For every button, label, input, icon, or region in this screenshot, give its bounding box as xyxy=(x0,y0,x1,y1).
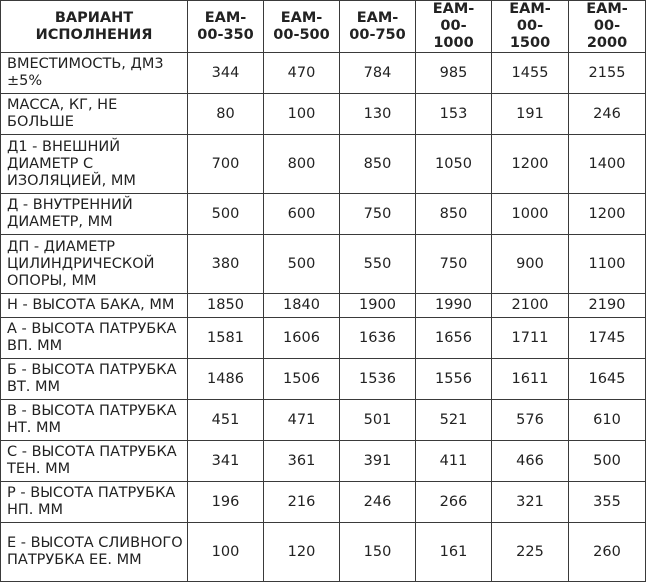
row-label: Д1 - ВНЕШНИЙ ДИАМЕТР С ИЗОЛЯЦИЕЙ, ММ xyxy=(1,135,188,194)
table-row xyxy=(1,94,646,135)
table-cell: 100 xyxy=(264,94,340,135)
table-cell: 246 xyxy=(569,94,646,135)
column-header: EAM-00-1000 xyxy=(416,1,492,53)
table-cell: 1486 xyxy=(188,359,264,400)
table-cell: 521 xyxy=(416,400,492,441)
table-cell: 1745 xyxy=(569,318,646,359)
table-cell: 500 xyxy=(188,194,264,235)
table-cell: 1645 xyxy=(569,359,646,400)
table-cell: 500 xyxy=(569,441,646,482)
column-header: ВАРИАНТ ИСПОЛНЕНИЯ xyxy=(1,1,188,53)
table-cell: 225 xyxy=(492,523,569,582)
table-cell: 1000 xyxy=(492,194,569,235)
row-label: ВМЕСТИМОСТЬ, ДМ3 ±5% xyxy=(1,53,188,94)
table-cell: 2155 xyxy=(569,53,646,94)
table-cell: 470 xyxy=(264,53,340,94)
table-cell: 1900 xyxy=(340,294,416,318)
column-header: EAM-00-1500 xyxy=(492,1,569,53)
table-cell: 1100 xyxy=(569,235,646,294)
table-cell: 750 xyxy=(340,194,416,235)
table-cell: 2190 xyxy=(569,294,646,318)
table-cell: 246 xyxy=(340,482,416,523)
table-cell: 700 xyxy=(188,135,264,194)
table-cell: 196 xyxy=(188,482,264,523)
table-cell: 130 xyxy=(340,94,416,135)
table-cell: 550 xyxy=(340,235,416,294)
row-label: Р - ВЫСОТА ПАТРУБКА НП. ММ xyxy=(1,482,188,523)
table-cell: 266 xyxy=(416,482,492,523)
table-cell: 100 xyxy=(188,523,264,582)
table-cell: 900 xyxy=(492,235,569,294)
table-row xyxy=(1,482,646,523)
table-cell: 411 xyxy=(416,441,492,482)
table-cell: 850 xyxy=(416,194,492,235)
table-cell: 341 xyxy=(188,441,264,482)
table-cell: 1990 xyxy=(416,294,492,318)
table-cell: 1050 xyxy=(416,135,492,194)
table-cell: 161 xyxy=(416,523,492,582)
table-cell: 784 xyxy=(340,53,416,94)
table-cell: 1840 xyxy=(264,294,340,318)
table-cell: 80 xyxy=(188,94,264,135)
table-cell: 150 xyxy=(340,523,416,582)
table-cell: 466 xyxy=(492,441,569,482)
table-row xyxy=(1,441,646,482)
table-cell: 1200 xyxy=(569,194,646,235)
table-cell: 1200 xyxy=(492,135,569,194)
row-label: С - ВЫСОТА ПАТРУБКА ТЕН. ММ xyxy=(1,441,188,482)
row-label: Б - ВЫСОТА ПАТРУБКА ВТ. ММ xyxy=(1,359,188,400)
table-cell: 2100 xyxy=(492,294,569,318)
column-header: EAM-00-750 xyxy=(340,1,416,53)
row-label: МАССА, КГ, НЕ БОЛЬШЕ xyxy=(1,94,188,135)
table-cell: 750 xyxy=(416,235,492,294)
table-cell: 216 xyxy=(264,482,340,523)
table-cell: 355 xyxy=(569,482,646,523)
table-cell: 1400 xyxy=(569,135,646,194)
table-cell: 1611 xyxy=(492,359,569,400)
table-cell: 1711 xyxy=(492,318,569,359)
table-cell: 153 xyxy=(416,94,492,135)
table-cell: 380 xyxy=(188,235,264,294)
table-cell: 500 xyxy=(264,235,340,294)
table-row xyxy=(1,53,646,94)
table-cell: 1636 xyxy=(340,318,416,359)
table-cell: 1656 xyxy=(416,318,492,359)
header-row xyxy=(1,1,646,53)
table-row xyxy=(1,194,646,235)
column-header: EAM-00-350 xyxy=(188,1,264,53)
table-row xyxy=(1,235,646,294)
row-label: А - ВЫСОТА ПАТРУБКА ВП. ММ xyxy=(1,318,188,359)
row-label: ДП - ДИАМЕТР ЦИЛИНДРИЧЕСКОЙ ОПОРЫ, ММ xyxy=(1,235,188,294)
table-cell: 1850 xyxy=(188,294,264,318)
table-cell: 260 xyxy=(569,523,646,582)
table-cell: 1581 xyxy=(188,318,264,359)
table-cell: 985 xyxy=(416,53,492,94)
column-header: EAM-00-2000 xyxy=(569,1,646,53)
table-cell: 576 xyxy=(492,400,569,441)
table-cell: 1556 xyxy=(416,359,492,400)
column-header: EAM-00-500 xyxy=(264,1,340,53)
table-cell: 361 xyxy=(264,441,340,482)
table-cell: 1606 xyxy=(264,318,340,359)
row-label: Е - ВЫСОТА СЛИВНОГО ПАТРУБКА ЕЕ. ММ xyxy=(1,523,188,582)
table-cell: 800 xyxy=(264,135,340,194)
table-cell: 1536 xyxy=(340,359,416,400)
table-cell: 344 xyxy=(188,53,264,94)
row-label: В - ВЫСОТА ПАТРУБКА НТ. ММ xyxy=(1,400,188,441)
row-label: Н - ВЫСОТА БАКА, ММ xyxy=(1,294,188,318)
table-cell: 1506 xyxy=(264,359,340,400)
table-cell: 610 xyxy=(569,400,646,441)
table-row xyxy=(1,135,646,194)
table-cell: 850 xyxy=(340,135,416,194)
table-cell: 1455 xyxy=(492,53,569,94)
row-label: Д - ВНУТРЕННИЙ ДИАМЕТР, ММ xyxy=(1,194,188,235)
table-row xyxy=(1,294,646,318)
table-cell: 321 xyxy=(492,482,569,523)
table-cell: 120 xyxy=(264,523,340,582)
table-cell: 471 xyxy=(264,400,340,441)
table-cell: 451 xyxy=(188,400,264,441)
table-row xyxy=(1,400,646,441)
table-row xyxy=(1,318,646,359)
table-cell: 391 xyxy=(340,441,416,482)
table-cell: 501 xyxy=(340,400,416,441)
table-row xyxy=(1,359,646,400)
table-cell: 191 xyxy=(492,94,569,135)
table-cell: 600 xyxy=(264,194,340,235)
